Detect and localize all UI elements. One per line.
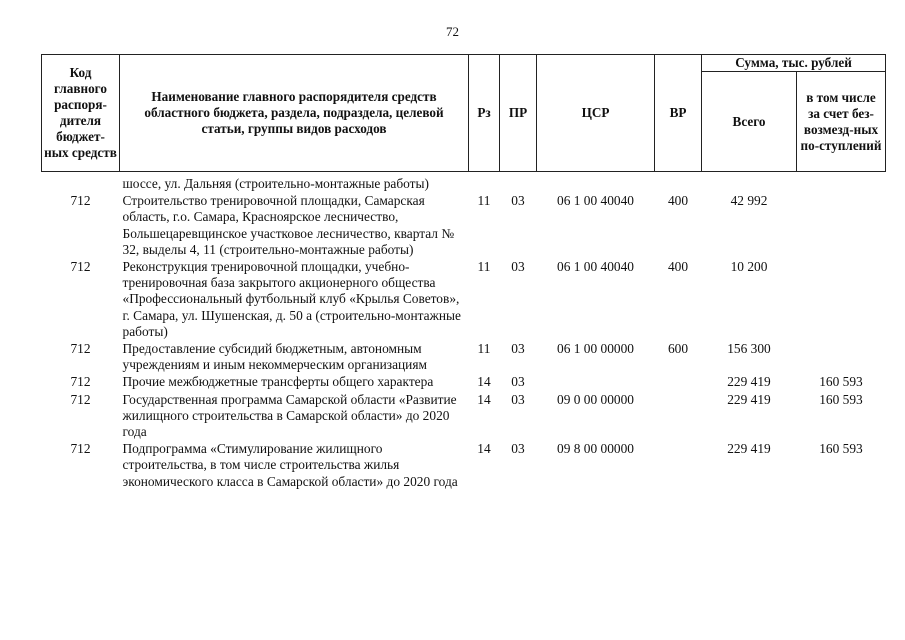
cell-total	[702, 172, 797, 194]
table-row	[42, 172, 886, 194]
cell-code: 712	[70, 259, 91, 275]
cell-total: 42 992	[730, 193, 768, 209]
cell-name: Прочие межбюджетные трансферты общего характера	[122, 374, 434, 390]
cell-free	[797, 341, 886, 374]
cell-rz: 14	[477, 391, 491, 407]
cell-pr: 03	[511, 374, 525, 390]
cell-rz: 14	[477, 441, 491, 457]
table-row	[42, 341, 886, 374]
cell-csr: 06 1 00 40040	[557, 259, 634, 275]
page-number: 72	[446, 24, 459, 39]
cell-code: 712	[70, 341, 91, 357]
cell-total: 229 419	[727, 374, 771, 390]
cell-name: Реконструкция тренировочной площадки, учебно-тренировочная база закрытого акционерного общества «Профессиональный футбольный клуб «Крылья Советов», г. Самара, ул. Шушенская, д. 50 а (строительно-монтажные работы)	[122, 259, 461, 339]
cell-rz: 14	[477, 374, 491, 390]
table-row	[42, 392, 886, 442]
cell-csr	[537, 172, 655, 194]
cell-code: 712	[70, 374, 91, 390]
cell-vr: 400	[667, 259, 689, 275]
cell-pr	[500, 172, 537, 194]
cell-pr: 03	[511, 391, 525, 407]
table-row	[42, 374, 886, 391]
header-name: Наименование главного распорядителя средств областного бюджета, раздела, подраздела, целевой статьи, группы видов расходов	[120, 55, 469, 172]
cell-code: 712	[70, 391, 91, 407]
cell-vr	[655, 374, 702, 391]
cell-pr: 03	[511, 441, 525, 457]
cell-vr	[655, 441, 702, 491]
cell-vr: 400	[667, 193, 689, 209]
cell-name: Предоставление субсидий бюджетным, автономным учреждениям и иным некоммерческим организациям	[122, 341, 427, 373]
cell-csr	[537, 374, 655, 391]
cell-pr: 03	[511, 341, 525, 357]
cell-rz: 11	[477, 193, 491, 209]
cell-free	[797, 193, 886, 259]
cell-csr: 06 1 00 00000	[557, 341, 634, 357]
cell-code: 712	[70, 193, 91, 209]
table-header	[42, 55, 886, 172]
header-free: в том числе за счет без-возмезд-ных по-ступлений	[797, 72, 886, 172]
cell-rz: 11	[477, 341, 491, 357]
cell-rz	[469, 172, 500, 194]
cell-code: 712	[70, 441, 91, 457]
cell-csr: 09 8 00 00000	[557, 441, 634, 457]
cell-total: 156 300	[727, 341, 771, 357]
cell-csr: 06 1 00 40040	[557, 193, 634, 209]
header-sum: Сумма, тыс. рублей	[702, 55, 886, 72]
cell-vr: 600	[667, 341, 689, 357]
cell-vr	[655, 392, 702, 442]
cell-rz: 11	[477, 259, 491, 275]
cell-free	[797, 172, 886, 194]
cell-free: 160 593	[819, 391, 863, 407]
header-vr: ВР	[655, 55, 702, 172]
table-row	[42, 441, 886, 491]
cell-total: 229 419	[727, 391, 771, 407]
table-row	[42, 193, 886, 259]
cell-code	[42, 172, 120, 194]
cell-csr: 09 0 00 00000	[557, 391, 634, 407]
header-code: Код главного распоря-дителя бюджет-ных средств	[42, 55, 120, 172]
cell-vr	[655, 172, 702, 194]
header-csr: ЦСР	[537, 55, 655, 172]
cell-free: 160 593	[819, 374, 863, 390]
budget-table	[41, 54, 886, 491]
table-row	[42, 259, 886, 341]
cell-pr: 03	[511, 193, 525, 209]
cell-name: Строительство тренировочной площадки, Самарская область, г.о. Самара, Красноярское лесничество, Большецаревщинское участковое лесничество, квартал № 32, выделы 4, 11 (строительно-монтажные работы)	[122, 193, 455, 257]
header-rz: Рз	[469, 55, 500, 172]
header-total: Всего	[702, 72, 797, 172]
cell-name: шоссе, ул. Дальняя (строительно-монтажные работы)	[122, 176, 429, 191]
cell-pr: 03	[511, 259, 525, 275]
cell-name: Государственная программа Самарской области «Развитие жилищного строительства в Самарской области» до 2020 года	[122, 391, 457, 440]
cell-name: Подпрограмма «Стимулирование жилищного строительства, в том числе строительства жилья экономического класса в Самарской области» до 2020 года	[122, 441, 458, 489]
cell-free	[797, 259, 886, 341]
cell-free: 160 593	[819, 441, 863, 457]
cell-total: 10 200	[730, 259, 768, 275]
cell-total: 229 419	[727, 441, 771, 457]
header-pr: ПР	[500, 55, 537, 172]
table-body	[42, 172, 886, 491]
